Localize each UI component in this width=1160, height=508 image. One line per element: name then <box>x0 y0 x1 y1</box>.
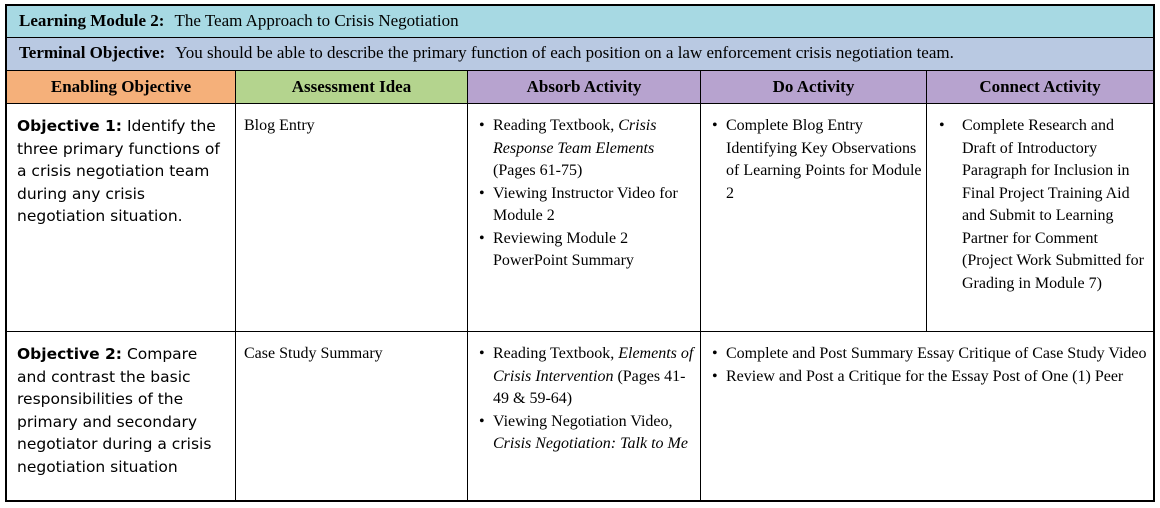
row2-enabling-objective <box>7 332 236 502</box>
list-item: • Viewing Negotiation Video, Crisis Negotiation: Talk to Me <box>478 411 696 456</box>
header-assessment-idea: Assessment Idea <box>236 71 468 104</box>
module-band <box>7 6 1153 38</box>
row1-assessment: Blog Entry <box>236 104 468 332</box>
row1-objective-label: Objective 1: <box>17 117 123 135</box>
list-item: • Reading Textbook, Crisis Response Team Elements (Pages 61-75) <box>478 115 696 183</box>
terminal-text: You should be able to describe the primary function of each position on a law enforcement crisis negotiation team. <box>175 43 954 62</box>
row2-assessment: Case Study Summary <box>236 332 468 502</box>
row2-objective-label: Objective 2: <box>17 345 123 363</box>
list-item: • Review and Post a Critique for the Essay Post of One (1) Peer <box>711 366 1149 389</box>
row2-objective-text: Compare and contrast the basic responsibilities of the primary and secondary negotiator during a crisis negotiation situation <box>17 345 212 476</box>
header-absorb-activity: Absorb Activity <box>468 71 701 104</box>
list-item: • Reading Textbook, Elements of Crisis Intervention (Pages 41-49 & 59-64) <box>478 343 696 411</box>
row1-objective-text: Identify the three primary functions of a crisis negotiation team during any crisis negotiation situation. <box>17 117 220 225</box>
list-item: • Complete and Post Summary Essay Critique of Case Study Video <box>711 343 1149 366</box>
lesson-plan-table <box>5 4 1155 502</box>
header-connect-activity: Connect Activity <box>927 71 1153 104</box>
list-item: • Reviewing Module 2 PowerPoint Summary <box>478 228 696 273</box>
row1-absorb <box>468 104 701 332</box>
row1-connect <box>927 104 1153 332</box>
row1-do <box>701 104 927 332</box>
list-item: • Viewing Instructor Video for Module 2 <box>478 183 696 228</box>
terminal-label: Terminal Objective: <box>19 43 166 62</box>
module-label: Learning Module 2: <box>19 11 165 30</box>
row2-do-connect <box>701 332 1153 502</box>
terminal-objective-band <box>7 38 1153 71</box>
row2-absorb <box>468 332 701 502</box>
module-title: The Team Approach to Crisis Negotiation <box>174 11 459 30</box>
list-item: • Complete Research and Draft of Introductory Paragraph for Inclusion in Final Project Training Aid and Submit to Learning Partner for Comment (Project Work Submitted for Grading in Module 7) <box>937 115 1149 295</box>
header-enabling-objective: Enabling Objective <box>7 71 236 104</box>
row1-enabling-objective <box>7 104 236 332</box>
list-item: • Complete Blog Entry Identifying Key Observations of Learning Points for Module 2 <box>711 115 922 205</box>
header-do-activity: Do Activity <box>701 71 927 104</box>
